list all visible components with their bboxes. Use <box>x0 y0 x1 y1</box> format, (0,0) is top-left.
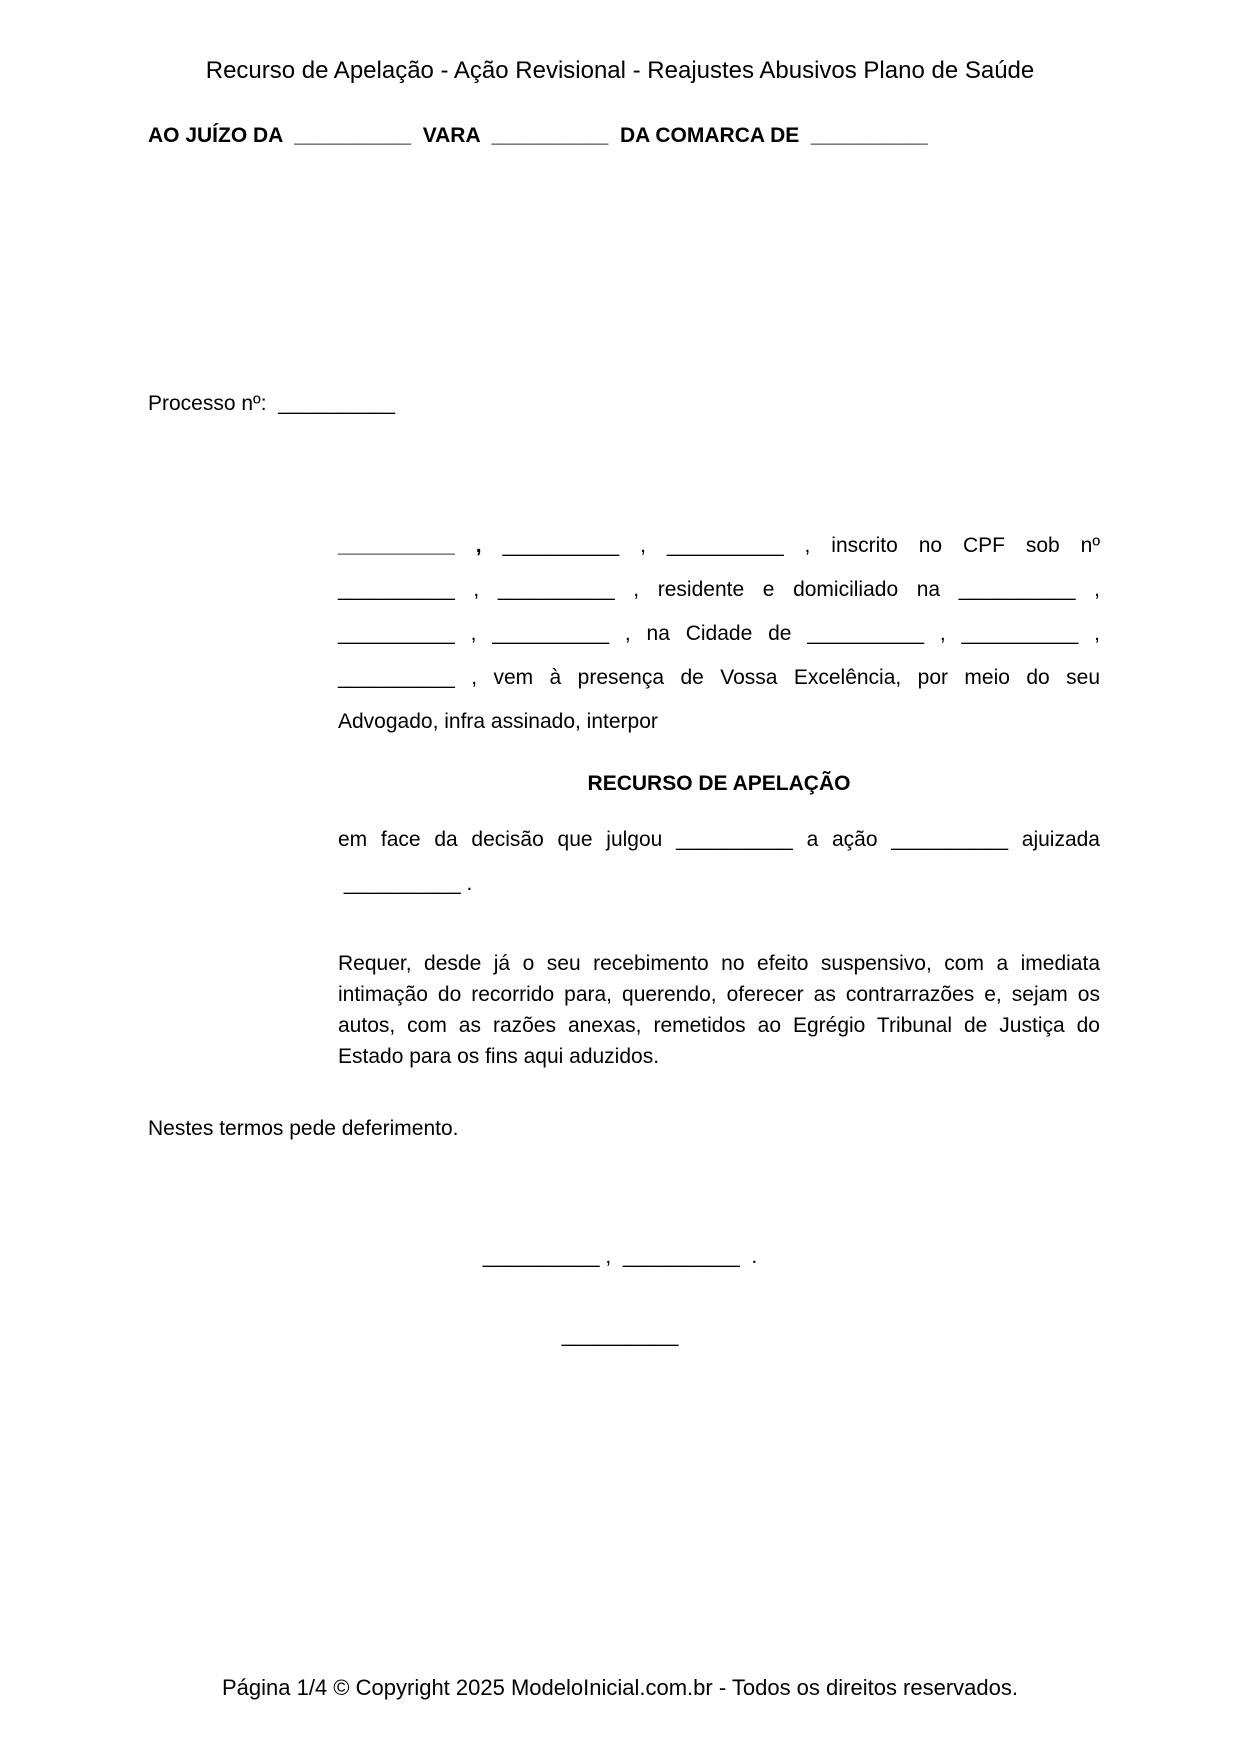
qualification-line-1 <box>338 532 1100 560</box>
document-title: RECURSO DE APELAÇÃO <box>587 772 851 795</box>
request-line-2: intimação do recorrido para, querendo, oferecer as contrarrazões e, sejam os <box>338 983 1100 1006</box>
party-name-blank: __________ , <box>338 534 482 557</box>
decision-paragraph <box>338 826 1100 898</box>
closing-statement: Nestes termos pede deferimento. <box>148 1117 459 1140</box>
qualification-paragraph <box>338 532 1100 736</box>
decision-line-2: __________ . <box>338 872 473 895</box>
document-header: Recurso de Apelação - Ação Revisional - Reajustes Abusivos Plano de Saúde <box>205 57 1035 84</box>
qualification-line-1-rest: __________ , __________ , inscrito no CPF sob nº <box>502 534 1100 557</box>
request-paragraph <box>338 948 1100 1072</box>
qualification-line-5: Advogado, infra assinado, interpor <box>338 710 658 733</box>
qualification-line-2: __________ , __________ , residente e domiciliado na __________ , <box>338 578 1100 601</box>
place-date-line: __________ , __________ . <box>482 1245 758 1268</box>
decision-line-1: em face da decisão que julgou __________ a ação __________ ajuizada <box>338 828 1100 851</box>
request-line-3: autos, com as razões anexas, remetidos ao Egrégio Tribunal de Justiça do <box>338 1014 1100 1037</box>
signature-line: __________ <box>561 1324 679 1347</box>
process-number: Processo nº: __________ <box>148 392 396 415</box>
page-footer: Página 1/4 © Copyright 2025 ModeloInicial.com.br - Todos os direitos reservados. <box>222 1675 1018 1700</box>
court-address: AO JUÍZO DA __________ VARA __________ DA COMARCA DE __________ <box>148 124 928 147</box>
request-line-4: Estado para os fins aqui aduzidos. <box>338 1045 660 1068</box>
request-line-1: Requer, desde já o seu recebimento no efeito suspensivo, com a imediata <box>338 952 1100 975</box>
qualification-line-4: __________ , vem à presença de Vossa Excelência, por meio do seu <box>338 666 1100 689</box>
qualification-line-3: __________ , __________ , na Cidade de __________ , __________ , <box>338 622 1100 645</box>
